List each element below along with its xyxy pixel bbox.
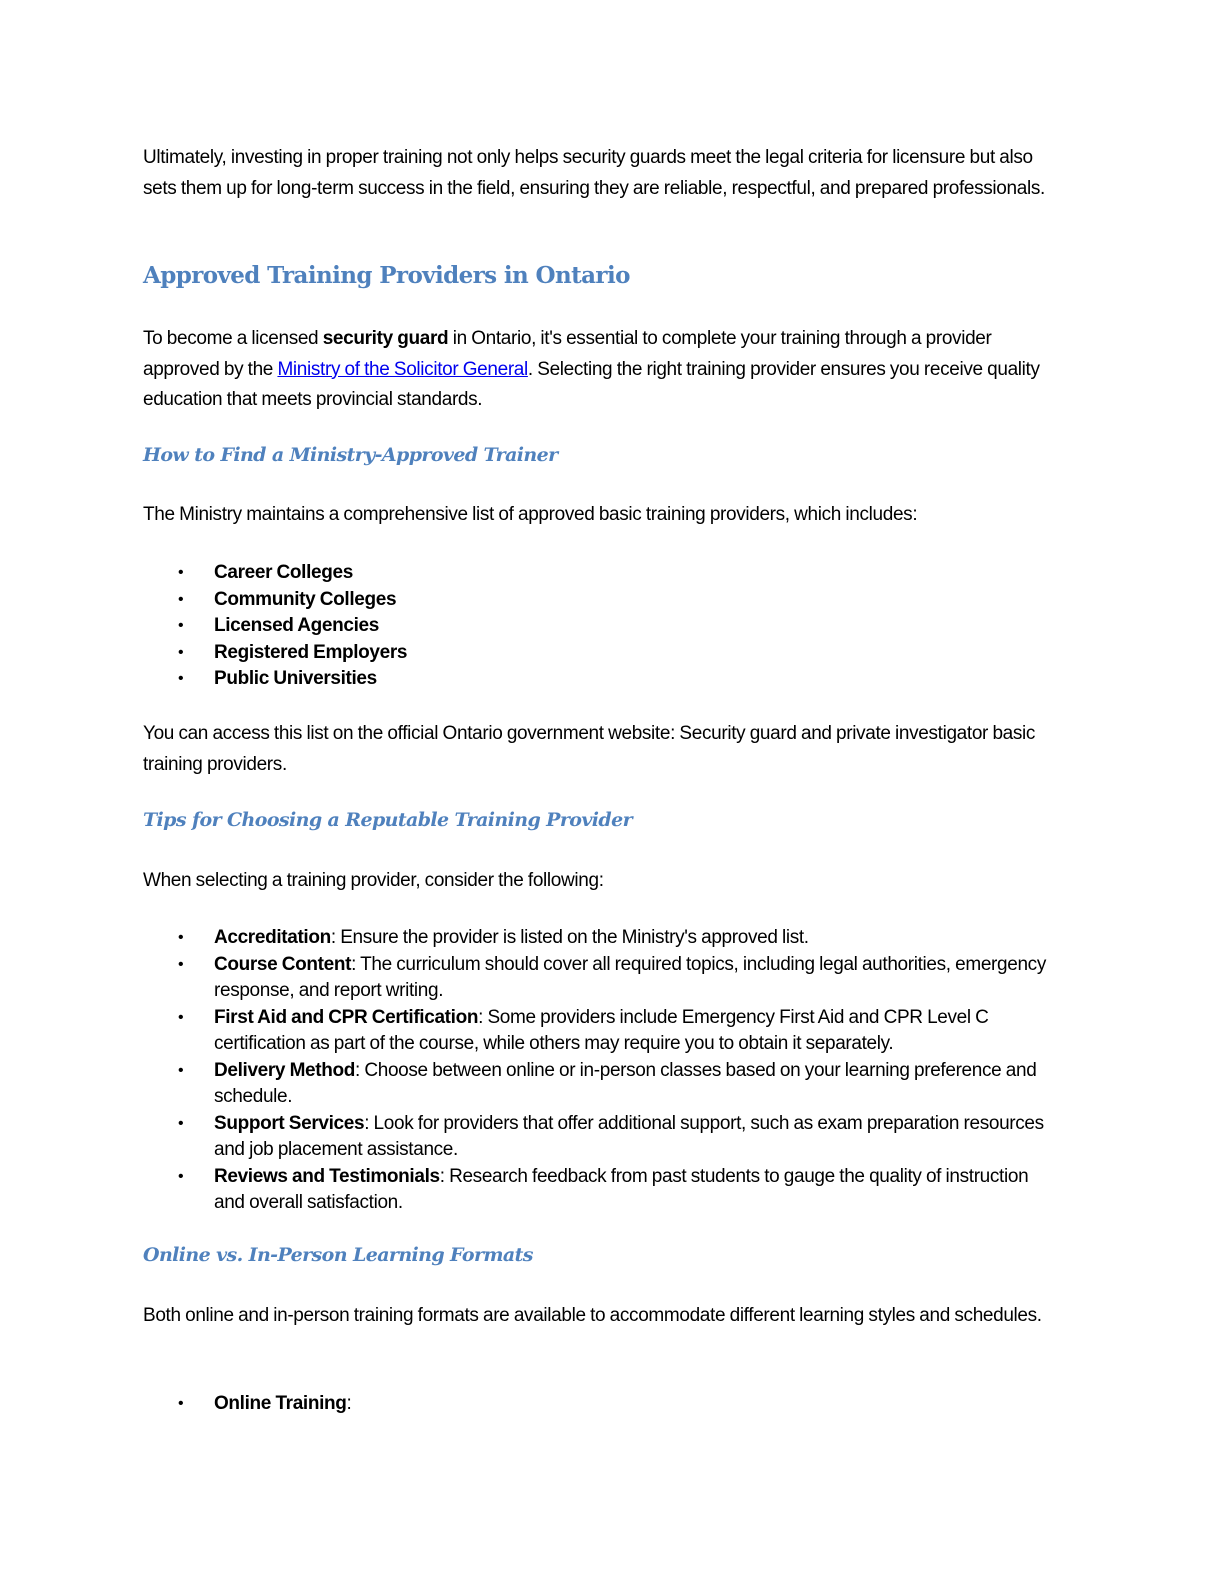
tip-desc: : The curriculum should cover all required topics, including legal authorities, emergency response, and report writing. [214, 953, 1046, 1001]
tip-term: Reviews and Testimonials [214, 1165, 440, 1187]
intro-paragraph: Ultimately, investing in proper training not only helps security guards meet the legal criteria for licensure but also sets them up for long-term success in the field, ensuring they are reliable, respectful, and prepared professionals. [143, 147, 1045, 199]
access-list-paragraph: You can access this list on the official Ontario government website: Security guard and private investigator basic training providers. [143, 723, 1036, 775]
bullet-icon: • [178, 1008, 184, 1026]
tip-desc: : Choose between online or in-person classes based on your learning preference and schedule. [214, 1059, 1037, 1107]
section-heading: Approved Training Providers in Ontario [143, 262, 630, 289]
list-item [143, 1164, 1063, 1217]
para-text: To become a licensed [143, 328, 323, 349]
list-item [143, 666, 1063, 693]
list-item-label: Registered Employers [214, 641, 408, 663]
list-item [143, 640, 1063, 667]
formats-list [143, 1391, 1063, 1418]
bullet-icon: • [178, 1167, 184, 1185]
list-item-label: Community Colleges [214, 588, 397, 610]
formats-heading: Online vs. In-Person Learning Formats [143, 1244, 533, 1266]
list-item-label: Career Colleges [214, 562, 353, 583]
bullet-icon: • [178, 929, 184, 946]
section-paragraph [143, 324, 1063, 416]
bullet-icon: • [178, 1061, 184, 1079]
tip-desc: : Some providers include Emergency First Aid and CPR Level C certification as part of the course, while others may require you to obtain it separately. [214, 1006, 989, 1054]
list-item [143, 1058, 1063, 1111]
list-item [143, 925, 1063, 952]
provider-type-list [143, 560, 1063, 693]
bullet-icon: • [178, 590, 184, 608]
tips-list [143, 925, 1063, 1217]
list-item [143, 952, 1063, 1005]
para-text: in Ontario, it's essential to complete your training through a provider approved by the [143, 328, 992, 380]
tips-intro: When selecting a training provider, consider the following: [143, 870, 604, 891]
bullet-icon: • [178, 617, 184, 634]
format-desc: : [346, 1393, 352, 1414]
bullet-icon: • [178, 643, 184, 661]
tip-term: Support Services [214, 1112, 365, 1134]
bullet-icon: • [178, 670, 184, 687]
list-item [143, 587, 1063, 614]
tip-term: Accreditation [214, 927, 331, 948]
ministry-link[interactable]: Ministry of the Solicitor General [277, 358, 528, 380]
list-item [143, 560, 1063, 587]
list-item-label: Public Universities [214, 668, 377, 689]
list-item [143, 1391, 1063, 1418]
format-term: Online Training [214, 1393, 347, 1414]
bullet-icon: • [178, 564, 184, 581]
tip-desc: : Ensure the provider is listed on the Ministry's approved list. [330, 927, 809, 948]
para-bold-term: security guard [322, 328, 449, 349]
bullet-icon: • [178, 955, 184, 973]
bullet-icon: • [178, 1114, 184, 1132]
list-item [143, 613, 1063, 640]
tip-term: Delivery Method [214, 1059, 356, 1081]
tip-term: Course Content [214, 953, 352, 975]
formats-intro: Both online and in-person training formats are available to accommodate different learning styles and schedules. [143, 1305, 1042, 1326]
para-text: . Selecting the right training provider ensures you receive quality education that meets provincial standards. [143, 358, 1040, 410]
bullet-icon: • [178, 1395, 184, 1412]
tip-term: First Aid and CPR Certification [214, 1006, 479, 1028]
list-item-label: Licensed Agencies [214, 615, 379, 636]
tips-heading: Tips for Choosing a Reputable Training Provider [143, 809, 632, 831]
find-trainer-intro: The Ministry maintains a comprehensive list of approved basic training providers, which includes: [143, 504, 918, 525]
tip-desc: : Research feedback from past students to gauge the quality of instruction and overall satisfaction. [214, 1165, 1029, 1213]
list-item [143, 1111, 1063, 1164]
tip-desc: : Look for providers that offer additional support, such as exam preparation resources and job placement assistance. [214, 1112, 1044, 1160]
find-trainer-heading: How to Find a Ministry-Approved Trainer [143, 444, 558, 466]
list-item [143, 1005, 1063, 1058]
